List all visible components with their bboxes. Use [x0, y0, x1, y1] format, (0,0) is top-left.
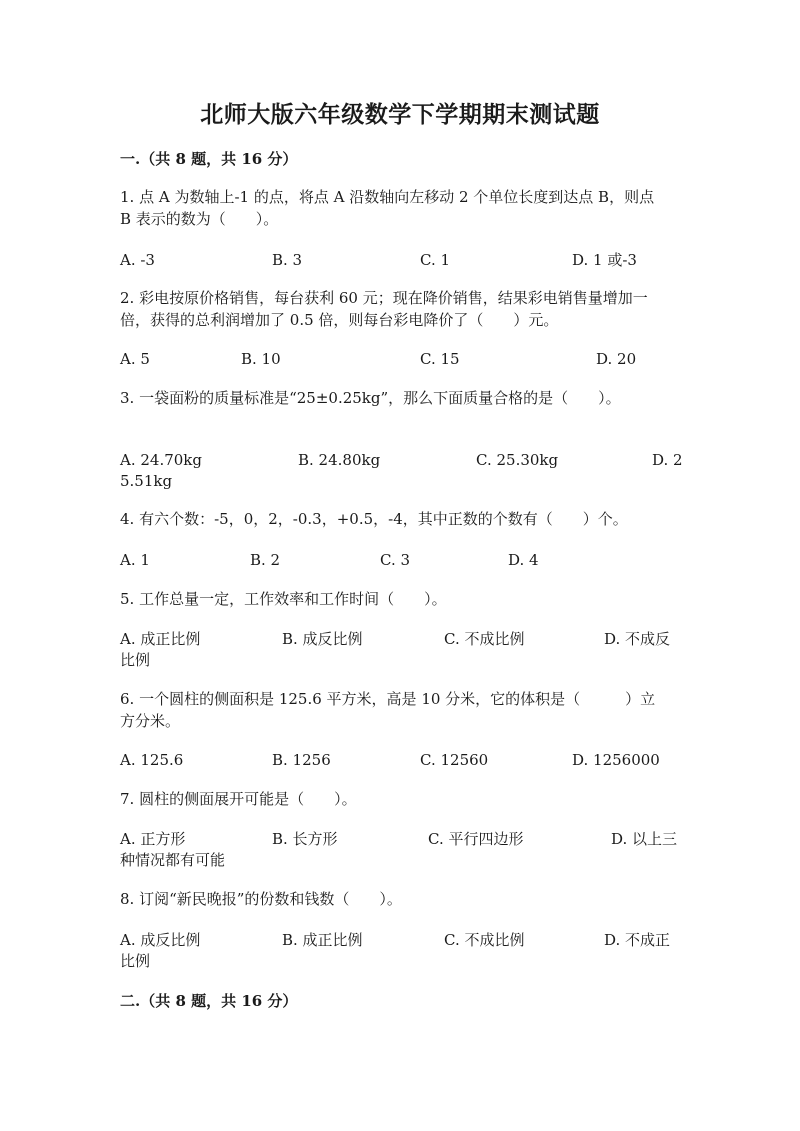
option-b: B. 3 — [272, 251, 303, 269]
question-text: 方分米。 — [120, 712, 181, 730]
option-c: C. 3 — [380, 551, 411, 569]
option-b: B. 成正比例 — [282, 931, 363, 949]
option-a: A. 成正比例 — [120, 630, 201, 648]
option-a: A. 成反比例 — [120, 931, 201, 949]
question-1 — [120, 186, 680, 230]
question-text: 1. 点 A 为数轴上-1 的点，将点 A 沿数轴向左移动 2 个单位长度到达点 B，则点 — [120, 188, 655, 206]
section-heading-1: 一.（共 8 题，共 16 分） — [120, 150, 298, 168]
option-a: A. 5 — [120, 350, 150, 368]
option-b: B. 成反比例 — [282, 630, 363, 648]
option-c: C. 25.30kg — [476, 451, 559, 469]
section-heading-2: 二.（共 8 题，共 16 分） — [120, 992, 298, 1010]
question-text: 2. 彩电按原价格销售，每台获利 60 元；现在降价销售，结果彩电销售量增加一 — [120, 289, 648, 307]
option-d: D. 20 — [596, 350, 637, 368]
option-c: C. 平行四边形 — [428, 830, 524, 848]
question-text: B 表示的数为（ ）。 — [120, 210, 279, 228]
option-c: C. 不成比例 — [444, 931, 525, 949]
option-a: A. 1 — [120, 551, 150, 569]
page-title: 北师大版六年级数学下学期期末测试题 — [200, 101, 600, 128]
option-b: B. 24.80kg — [298, 451, 381, 469]
option-d: D. 不成正 — [604, 931, 671, 949]
option-d: D. 以上三 — [611, 830, 678, 848]
question-7 — [120, 788, 680, 810]
question-3 — [120, 387, 680, 409]
option-b: B. 10 — [241, 350, 281, 368]
option-d-continued: 种情况都有可能 — [120, 851, 226, 869]
option-d: D. 1 或-3 — [572, 251, 637, 269]
option-a: A. 125.6 — [120, 751, 184, 769]
question-6 — [120, 688, 680, 732]
option-b: B. 长方形 — [272, 830, 338, 848]
question-text: 3. 一袋面粉的质量标准是“25±0.25kg”，那么下面质量合格的是（ ）。 — [120, 389, 621, 407]
question-text: 6. 一个圆柱的侧面积是 125.6 平方米，高是 10 分米，它的体积是（ ）立 — [120, 690, 656, 708]
option-d-continued: 5.51kg — [120, 472, 173, 490]
question-5 — [120, 588, 680, 610]
option-c: C. 1 — [420, 251, 451, 269]
question-text: 5. 工作总量一定，工作效率和工作时间（ ）。 — [120, 590, 447, 608]
question-text: 7. 圆柱的侧面展开可能是（ ）。 — [120, 790, 357, 808]
option-a: A. -3 — [120, 251, 155, 269]
option-d: D. 1256000 — [572, 751, 660, 769]
option-d-continued: 比例 — [120, 651, 151, 669]
option-b: B. 2 — [250, 551, 281, 569]
option-d: D. 4 — [508, 551, 539, 569]
option-d: D. 2 — [652, 451, 683, 469]
option-c: C. 15 — [420, 350, 460, 368]
question-4 — [120, 508, 680, 530]
question-text: 4. 有六个数：-5，0，2，-0.3，+0.5，-4，其中正数的个数有（ ）个。 — [120, 510, 628, 528]
option-a: A. 24.70kg — [120, 451, 203, 469]
option-b: B. 1256 — [272, 751, 331, 769]
question-text: 8. 订阅“新民晚报”的份数和钱数（ ）。 — [120, 890, 402, 908]
option-d-continued: 比例 — [120, 952, 151, 970]
option-a: A. 正方形 — [120, 830, 186, 848]
option-c: C. 不成比例 — [444, 630, 525, 648]
option-d: D. 不成反 — [604, 630, 671, 648]
question-2 — [120, 287, 680, 331]
option-c: C. 12560 — [420, 751, 489, 769]
question-8 — [120, 888, 680, 910]
question-text: 倍，获得的总利润增加了 0.5 倍，则每台彩电降价了（ ）元。 — [120, 311, 559, 329]
